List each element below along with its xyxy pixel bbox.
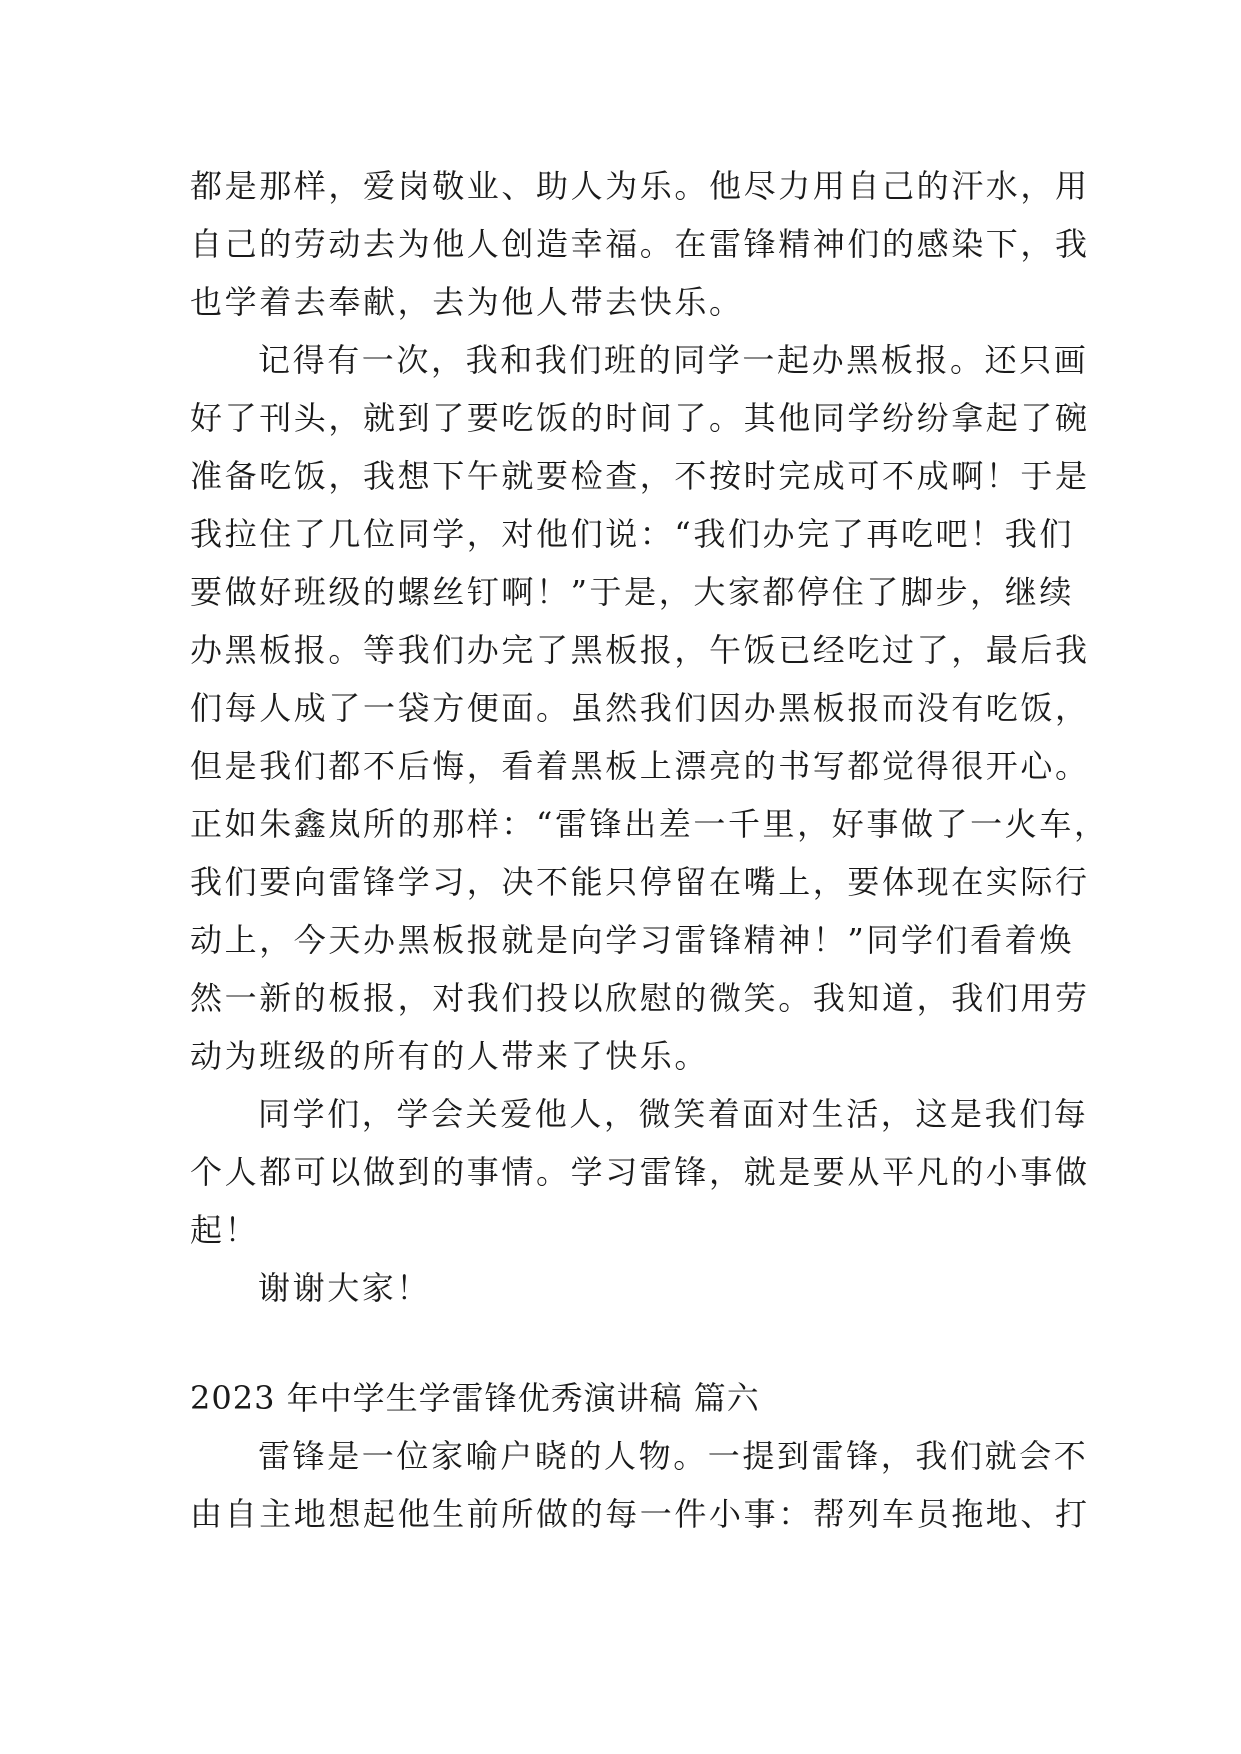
section-heading: 2023 年中学生学雷锋优秀演讲稿 篇六 [190,1379,760,1417]
text-line: 然一新的板报，对我们投以欣慰的微笑。我知道，我们用劳 [190,979,1090,1017]
text-line: 动上，今天办黑板报就是向学习雷锋精神！”同学们看着焕 [190,921,1074,959]
paragraph-start-line: 同学们，学会关爱他人，微笑着面对生活，这是我们每 [258,1095,1089,1133]
text-line: 但是我们都不后悔，看着黑板上漂亮的书写都觉得很开心。 [190,747,1090,785]
text-line: 个人都可以做到的事情。学习雷锋，就是要从平凡的小事做 [190,1153,1090,1191]
text-line: 动为班级的所有的人带来了快乐。 [190,1037,710,1075]
text-line: 我们要向雷锋学习，决不能只停留在嘴上，要体现在实际行 [190,863,1090,901]
text-line: 都是那样，爱岗敬业、助人为乐。他尽力用自己的汗水，用 [190,167,1090,205]
text-line: 我拉住了几位同学，对他们说：“我们办完了再吃吧！我们 [190,515,1074,553]
text-line: 也学着去奉献，去为他人带去快乐。 [190,283,744,321]
text-line: 要做好班级的螺丝钉啊！”于是，大家都停住了脚步，继续 [190,573,1074,611]
text-line: 们每人成了一袋方便面。虽然我们因办黑板报而没有吃饭， [190,689,1090,727]
paragraph-start-line: 雷锋是一位家喻户晓的人物。一提到雷锋，我们就会不 [258,1437,1089,1475]
text-line: 办黑板报。等我们办完了黑板报，午饭已经吃过了，最后我 [190,631,1090,669]
text-line: 准备吃饭，我想下午就要检查，不按时完成可不成啊！于是 [190,457,1090,495]
text-line: 起！ [190,1211,260,1249]
closing-line: 谢谢大家！ [258,1269,432,1307]
text-line: 由自主地想起他生前所做的每一件小事：帮列车员拖地、打 [190,1495,1090,1533]
paragraph-start-line: 记得有一次，我和我们班的同学一起办黑板报。还只画 [258,341,1089,379]
text-line: 自己的劳动去为他人创造幸福。在雷锋精神们的感染下，我 [190,225,1090,263]
text-line: 正如朱鑫岚所的那样：“雷锋出差一千里，好事做了一火车， [190,805,1109,843]
text-line: 好了刊头，就到了要吃饭的时间了。其他同学纷纷拿起了碗 [190,399,1090,437]
